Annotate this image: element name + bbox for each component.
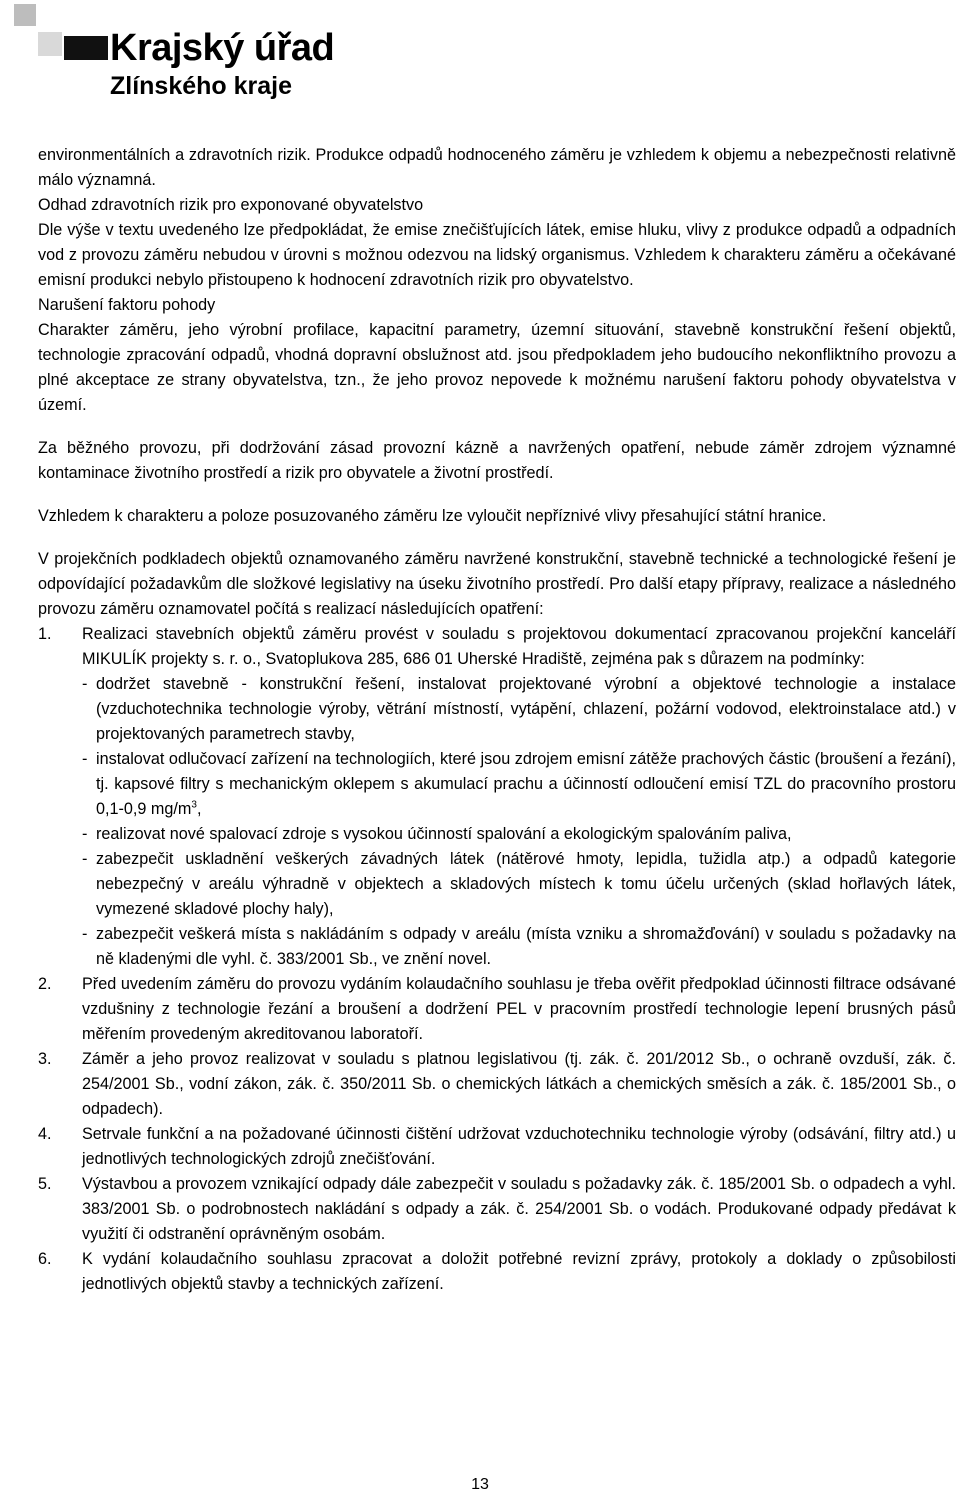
measures-list bbox=[38, 622, 956, 1297]
list-item-text: K vydání kolaudačního souhlasu zpracovat a doložit potřebné revizní zprávy, protokoly a doklady o způsobilosti jednotlivých objektů stavby a technických zařízení. bbox=[82, 1250, 956, 1293]
paragraph: environmentálních a zdravotních rizik. Produkce odpadů hodnoceného záměru je vzhledem k objemu a nebezpečnosti relativně málo významná. bbox=[38, 146, 956, 189]
condition-item: - instalovat odlučovací zařízení na technologiích, které jsou zdrojem emisní zátěže prachových částic (broušení a řezání), tj. kapsové filtry s mechanickým oklepem s akumulací prachu a účinností odloučení emisí TZL do pracovního prostoru 0,1-0,9 $mg/m^3$, bbox=[82, 750, 956, 818]
condition-text: instalovat odlučovací zařízení na technologiích, které jsou zdrojem emisní zátěže prachových částic (broušení a řezání), tj. kapsové filtry s mechanickým oklepem s akumulací prachu a účinností odloučení emisí TZL do pracovního prostoru 0,1-0,9 mg/m bbox=[96, 750, 956, 818]
logo-square-dark bbox=[64, 36, 108, 60]
list-item-text: Před uvedením záměru do provozu vydáním kolaudačního souhlasu je třeba ověřit předpoklad účinnosti filtrace odsávané vzdušniny z technologie řezání a broušení a dodržení PEL v pracovním prostředí technologie lepení brusných pásů měřením provedeným akreditovanou laboratoří. bbox=[82, 975, 956, 1043]
list-number: 2. bbox=[38, 975, 52, 993]
list-item bbox=[38, 1047, 956, 1122]
document-body bbox=[38, 143, 956, 1297]
condition-text: zabezpečit veškerá místa s nakládáním s odpady v areálu (místa vzniku a shromažďování) v souladu s požadavky na ně kladenými dle vyhl. č. 383/2001 Sb., ve znění novel. bbox=[96, 925, 956, 968]
logo-square-pale bbox=[38, 32, 62, 56]
list-item-text: Realizaci stavebních objektů záměru provést v souladu s projektovou dokumentací zpracovanou projekční kanceláří MIKULÍK projekty s. r. o., Svatoplukova 285, 686 01 Uherské Hradiště, zejména pak s důrazem na podmínky: bbox=[82, 625, 956, 668]
section-heading: Narušení faktoru pohody bbox=[38, 296, 216, 314]
paragraph: V projekčních podkladech objektů oznamovaného záměru navržené konstrukční, stavebně technické a technologické řešení je odpovídající požadavkům dle složkové legislativy na úseku životního prostředí. Pro další etapy přípravy, realizace a následného provozu záměru oznamovatel počítá s realizací následujících opatření: bbox=[38, 550, 956, 618]
condition-text: dodržet stavebně - konstrukční řešení, instalovat projektované výrobní a objektové technologie a instalace (vzduchotechnika technologie výroby, větrání místností, vytápění, chlazení, požární vodovod, elektroinstalace atd.) v projektovaných parametrech stavby, bbox=[96, 675, 956, 743]
list-number: 4. bbox=[38, 1125, 52, 1143]
page-number: 13 bbox=[471, 1476, 489, 1493]
section-heading: Odhad zdravotních rizik pro exponované obyvatelstvo bbox=[38, 196, 424, 214]
paragraph: Vzhledem k charakteru a poloze posuzovaného záměru lze vyloučit nepříznivé vlivy přesahující státní hranice. bbox=[38, 507, 827, 525]
condition-item: - zabezpečit veškerá místa s nakládáním s odpady v areálu (místa vzniku a shromažďování) v souladu s požadavky na ně kladenými dle vyhl. č. 383/2001 Sb., ve znění novel. bbox=[82, 925, 956, 968]
condition-text: realizovat nové spalovací zdroje s vysokou účinností spalování a ekologickým spalováním paliva, bbox=[96, 825, 792, 843]
list-number: 1. bbox=[38, 625, 52, 643]
list-item-text: Setrvale funkční a na požadované účinnosti čištění udržovat vzduchotechniku technologie výroby (odsávání, filtry atd.) u jednotlivých technologických zdrojů znečišťování. bbox=[82, 1125, 956, 1168]
list-item bbox=[38, 972, 956, 1047]
list-item bbox=[38, 622, 956, 972]
list-number: 5. bbox=[38, 1175, 52, 1193]
list-item-text: Výstavbou a provozem vznikající odpady dále zabezpečit v souladu s požadavky zák. č. 185/2001 Sb. o odpadech a vyhl. 383/2001 Sb. o podrobnostech nakládání s odpady a zák. č. 254/2001 Sb. o vodách. Produkované odpady předávat k využití či odstranění oprávněným osobám. bbox=[82, 1175, 956, 1243]
paragraph: Charakter záměru, jeho výrobní profilace, kapacitní parametry, územní situování, stavebně konstrukční řešení objektů, technologie zpracování odpadů, vhodná dopravní obslužnost atd. jsou předpokladem jeho budoucího nekonfliktního provozu a plné akceptace ze strany obyvatelstva, tzn., že jeho provoz nepovede k možnému narušení faktoru pohody obyvatelstva v území. bbox=[38, 321, 956, 414]
list-item-text: Záměr a jeho provoz realizovat v souladu s platnou legislativou (tj. zák. č. 201/2012 Sb., o ochraně ovzduší, zák. č. 254/2001 Sb., vodní zákon, zák. č. 350/2011 Sb. o chemických látkách a chemických směsích a zák. č. 185/2001 Sb., o odpadech). bbox=[82, 1050, 956, 1118]
logo-subtitle: Zlínského kraje bbox=[110, 72, 293, 100]
logo-square-light bbox=[14, 4, 36, 26]
list-item bbox=[38, 1172, 956, 1247]
condition-text: zabezpečit uskladnění veškerých závadných látek (nátěrové hmoty, lepidla, tužidla atp.) a odpadů kategorie nebezpečný v areálu výhradně v objektech a skladových místech k tomu účelu určených (sklad hořlavých látek, vymezené skladové plochy haly), bbox=[96, 850, 956, 918]
condition-item: - realizovat nové spalovací zdroje s vysokou účinností spalování a ekologickým spalováním paliva, bbox=[82, 825, 792, 843]
superscript: 3 bbox=[191, 799, 197, 811]
logo bbox=[14, 4, 335, 104]
logo-title: Krajský úřad bbox=[110, 27, 335, 69]
condition-item: - zabezpečit uskladnění veškerých závadných látek (nátěrové hmoty, lepidla, tužidla atp.) a odpadů kategorie nebezpečný v areálu výhradně v objektech a skladových místech k tomu účelu určených (sklad hořlavých látek, vymezené skladové plochy haly), bbox=[82, 850, 956, 918]
condition-item: - dodržet stavebně - konstrukční řešení, instalovat projektované výrobní a objektové technologie a instalace (vzduchotechnika technologie výroby, větrání místností, vytápění, chlazení, požární vodovod, elektroinstalace atd.) v projektovaných parametrech stavby, bbox=[82, 675, 956, 743]
paragraph: Dle výše v textu uvedeného lze předpokládat, že emise znečišťujících látek, emise hluku, vlivy z produkce odpadů a odpadních vod z provozu záměru nebudou v úrovni s možnou odezvou na lidský organismus. Vzhledem k charakteru záměru a očekávané emisní produkci nebylo přistoupeno k hodnocení zdravotních rizik pro obyvatelstvo. bbox=[38, 221, 956, 289]
list-item bbox=[38, 1247, 956, 1297]
list-item bbox=[38, 1122, 956, 1172]
list-number: 6. bbox=[38, 1250, 52, 1268]
list-number: 3. bbox=[38, 1050, 52, 1068]
paragraph: Za běžného provozu, při dodržování zásad provozní kázně a navržených opatření, nebude záměr zdrojem významné kontaminace životního prostředí a rizik pro obyvatele a životní prostředí. bbox=[38, 439, 956, 482]
condition-list bbox=[82, 672, 956, 972]
